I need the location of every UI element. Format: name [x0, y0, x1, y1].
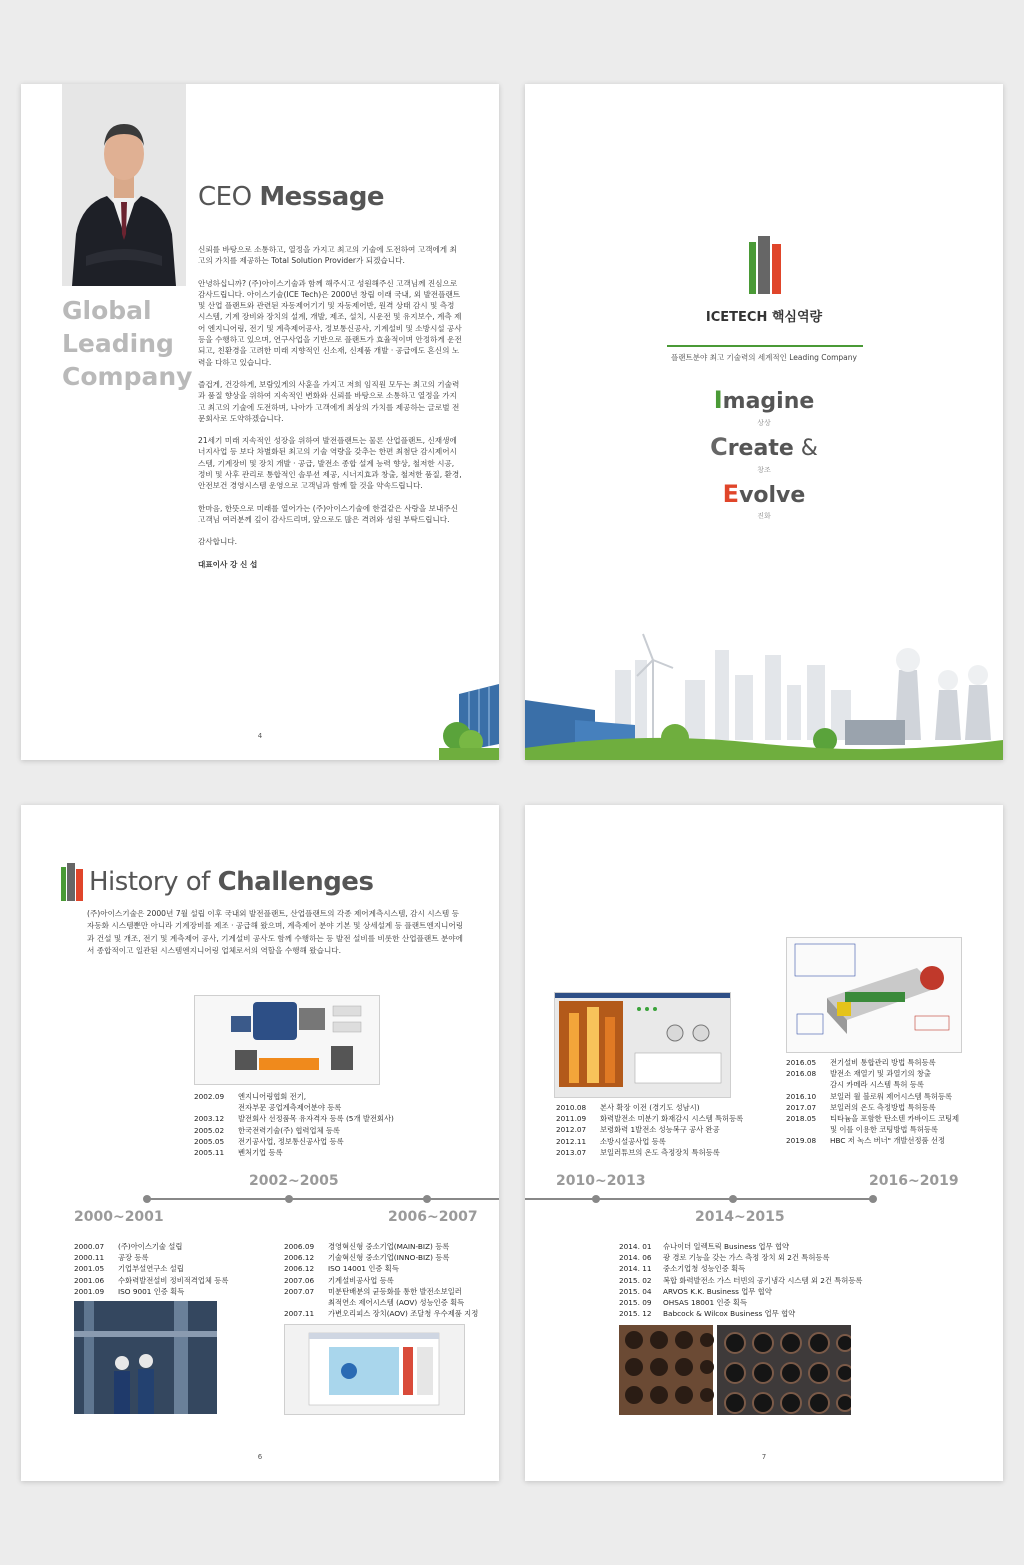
event-date: [786, 1079, 830, 1090]
event-text: 본사 확장 이전 (경기도 성남시): [600, 1103, 700, 1112]
event-text: 발전소 재열기 및 과열기의 창출: [830, 1069, 931, 1079]
event-text: 최적연소 제어시스템 (AOV) 성능인증 획득: [328, 1298, 465, 1308]
event-date: 2000.07: [74, 1242, 105, 1251]
event-date: 2016.05: [786, 1058, 817, 1067]
event-text: 보령화력 1발전소 성능복구 공사 완공: [600, 1125, 720, 1135]
ceo-message-body: [198, 244, 463, 581]
create-korean: 창조: [757, 466, 771, 474]
solar-tree-decoration: [439, 684, 499, 760]
event-text: 광 경로 기능을 갖는 가스 측정 장치 외 2건 특허등록: [663, 1253, 830, 1263]
event-text: 미분탄배분의 균등화를 통한 발전소보일러: [328, 1286, 462, 1296]
event-row: [194, 1136, 434, 1147]
event-row: [194, 1113, 434, 1124]
event-text: (주)아이스기술 설립: [118, 1242, 183, 1251]
eco-city-illustration: [525, 630, 1003, 760]
page-4-ceo-message: [21, 84, 499, 760]
history-logo-icon: [61, 863, 83, 901]
global-leading-slogan: [62, 294, 192, 393]
imagine-initial: I: [713, 386, 723, 414]
event-text: 벤처기업 등록: [238, 1148, 283, 1158]
event-text: 보일러 월 블로워 제어시스템 특허등록: [830, 1091, 953, 1101]
event-row: [619, 1263, 879, 1274]
word-imagine: [525, 386, 1003, 414]
timeline-dot: [592, 1195, 600, 1203]
event-date: 2012.07: [556, 1125, 587, 1135]
event-date: [284, 1297, 328, 1308]
ceo-title-light: CEO: [198, 182, 252, 212]
event-text: 전기설비 통합관리 방법 특허등록: [830, 1058, 936, 1067]
timeline-dot: [869, 1195, 877, 1203]
timeline-dot: [143, 1195, 151, 1203]
event-date: 2001.09: [74, 1286, 105, 1296]
event-row: [74, 1263, 274, 1274]
event-date: 2005.11: [194, 1148, 225, 1158]
events-2006-2007: [284, 1241, 489, 1319]
event-date: 2018.05: [786, 1114, 817, 1124]
event-row: [556, 1124, 756, 1135]
ceo-title-bold: Message: [259, 182, 385, 212]
event-date: 2003.12: [194, 1114, 225, 1124]
imagine-rest: magine: [722, 389, 815, 414]
event-text: 수화력발전설비 정비적격업체 등록: [118, 1275, 229, 1285]
event-row: [194, 1091, 434, 1102]
control-system-photo: [194, 995, 380, 1085]
event-text: 발전회사 선정품목 유자격자 등록 (5개 발전회사): [238, 1114, 394, 1124]
page-6-history: [21, 805, 499, 1481]
event-text: 보일러의 온도 측정방법 특허등록: [830, 1102, 936, 1112]
event-text: 중소기업청 성능인증 획득: [663, 1264, 746, 1274]
event-date: 2015. 02: [619, 1275, 652, 1285]
event-row: [194, 1125, 434, 1136]
event-date: 2005.02: [194, 1125, 225, 1135]
event-row: [284, 1263, 489, 1274]
event-row: [194, 1147, 434, 1158]
event-row: [619, 1308, 879, 1319]
event-date: 2015. 04: [619, 1286, 652, 1296]
event-date: 2019.08: [786, 1136, 817, 1146]
period-2000-2001: 2000~2001: [74, 1209, 164, 1225]
page-5-core-competency: [525, 84, 1003, 760]
event-text: 공장 등록: [118, 1253, 149, 1263]
event-text: 감시 카메라 시스템 특허 등록: [830, 1080, 924, 1090]
event-row: [194, 1102, 434, 1113]
event-text: 티타늄을 포함한 탄소텐 카바이드 코팅제: [830, 1114, 960, 1124]
event-row: [786, 1079, 986, 1090]
workers-photo: [74, 1301, 217, 1414]
period-2010-2013: 2010~2013: [556, 1173, 646, 1189]
page-7-history-continued: [525, 805, 1003, 1481]
word-create: [525, 433, 1003, 461]
ceo-photo: [62, 84, 186, 286]
event-row: [284, 1297, 489, 1308]
event-row: [556, 1136, 756, 1147]
period-2006-2007: 2006~2007: [388, 1209, 478, 1225]
event-row: [74, 1275, 274, 1286]
event-text: 전자부문 공업계측제어분야 등록: [238, 1103, 342, 1113]
event-text: 경영혁신형 중소기업(MAIN-BIZ) 등록: [328, 1242, 450, 1251]
event-text: 엔지니어링협회 전기,: [238, 1092, 307, 1101]
event-date: 2006.09: [284, 1242, 315, 1251]
timeline-dot: [285, 1195, 293, 1203]
slogan-line-3: Company: [62, 362, 193, 391]
event-row: [556, 1102, 756, 1113]
event-text: 기업부설연구소 설립: [118, 1264, 184, 1274]
event-date: 2000.11: [74, 1253, 105, 1263]
events-2002-2005: [194, 1091, 434, 1158]
event-text: ARVOS K.K. Business 업무 협약: [663, 1286, 772, 1296]
event-text: 한국전력기술(주) 협력업체 등록: [238, 1125, 340, 1135]
event-row: [619, 1252, 879, 1263]
event-date: 2015. 09: [619, 1298, 652, 1308]
event-row: [284, 1275, 489, 1286]
event-date: 2006.12: [284, 1253, 315, 1263]
history-title-light: History of: [89, 867, 210, 897]
evolve-initial: E: [722, 480, 740, 508]
event-row: [619, 1275, 879, 1286]
event-date: 2007.07: [284, 1286, 315, 1296]
event-date: 2001.05: [74, 1264, 105, 1274]
core-competency-subtitle: 플랜트분야 최고 기술력의 세계적인 Leading Company: [671, 353, 857, 362]
event-date: 2001.06: [74, 1275, 105, 1285]
create-rest: reate: [727, 436, 794, 461]
event-row: [619, 1286, 879, 1297]
event-text: 기술혁신형 중소기업(INNO-BIZ) 등록: [328, 1253, 450, 1263]
event-date: 2016.08: [786, 1069, 817, 1079]
event-row: [619, 1297, 879, 1308]
ceo-paragraph: 21세기 미래 지속적인 성장을 위하여 발전플랜트는 물론 산업플랜트, 신재생에너지사업 등 보다 차별화된 최고의 기술 역량을 갖추는 한편 최첨단 감시제어시스템, 기계장비 및 장치 개발 · 공급, 발전소 종합 설계 능력 향상, 철저한 시공, 정비 및 사후 관리로 통합적인 솔루션 제공, 시너지효과 창출, 철저한 품질, 환경, 안전보건 경영시스템 운영으로 고객님과 함께 할 것을 약속드립니다.: [198, 436, 462, 491]
event-date: [194, 1102, 238, 1113]
page-number: 6: [257, 1453, 263, 1461]
slogan-line-1: Global: [62, 296, 152, 325]
event-date: 2014. 01: [619, 1242, 652, 1251]
event-row: [786, 1102, 986, 1113]
ceo-paragraph: 안녕하십니까? (주)아이스기술과 함께 해주시고 성원해주신 고객님께 진심으로 감사드립니다. 아이스기술(ICE Tech)은 2000년 창립 이래 국내, 외 발전플랜트 및 산업 플랜트와 관련된 자동제어기기 및 자동제어반, 원격 상태 감시 및 측정 시스템, 기계 장비와 장치의 설계, 개발, 제조, 설치, 시운전 및 유지보수, 계측 제어 엔지니어링, 전기 및 계측제어공사, 정보통신공사, 기계설비 및 소방시설 공사 등을 수행하고 있으며, 연구사업을 기반으로 플랜트가 효율적이며 안정하게 운전되고, 친환경을 고려한 미래 지향적인 신소재, 신제품 개발 · 공급에도 혼신의 노력을 다하고 있습니다.: [198, 278, 462, 367]
page-number: 7: [761, 1453, 767, 1461]
event-date: [786, 1124, 830, 1135]
event-row: [284, 1286, 489, 1297]
timeline-line: [147, 1198, 499, 1200]
create-ampersand: &: [793, 436, 818, 461]
event-text: 및 이를 이용한 코팅방법 특허등록: [830, 1125, 938, 1135]
event-date: 2007.11: [284, 1309, 315, 1319]
event-row: [786, 1124, 986, 1135]
event-date: 2016.10: [786, 1091, 817, 1101]
event-row: [74, 1286, 274, 1297]
ceo-message-title: [198, 182, 384, 212]
event-row: [284, 1308, 489, 1319]
event-text: 소방시설공사업 등록: [600, 1136, 666, 1146]
event-text: 기계설비공사업 등록: [328, 1275, 394, 1285]
event-text: OHSAS 18001 인증 획득: [663, 1298, 747, 1308]
ceo-paragraph: 즐겁게, 건강하게, 보람있게의 사훈을 가지고 저희 임직원 모두는 최고의 기술력과 품질 향상을 위하여 지속적인 변화와 신뢰를 바탕으로 소통하고 열정을 가지고 최고의 기술에 도전하며, 나아가 고객에게 최상의 가치를 제공하는 글로벌 전문회사로 도약하겠습니다.: [198, 379, 460, 423]
event-date: 2002.09: [194, 1092, 225, 1101]
history-title-bold: Challenges: [217, 867, 374, 897]
events-2010-2013: [556, 1102, 756, 1158]
event-row: [556, 1147, 756, 1158]
history-title: [89, 867, 373, 897]
event-text: Babcock & Wilcox Business 업무 협약: [663, 1309, 796, 1319]
boiler-tube-photos: [619, 1325, 851, 1415]
event-date: 2012.11: [556, 1136, 587, 1146]
imagine-korean: 상상: [757, 419, 771, 427]
event-text: 슈나이더 일렉트릭 Business 업무 협약: [663, 1242, 790, 1251]
event-text: 화력발전소 미분기 화재감시 시스템 특허등록: [600, 1114, 744, 1124]
events-2014-2015: [619, 1241, 879, 1319]
event-date: 2005.05: [194, 1136, 225, 1146]
event-row: [619, 1241, 879, 1252]
period-2002-2005: 2002~2005: [249, 1173, 339, 1189]
history-intro: (주)아이스기술은 2000년 7월 설립 이후 국내외 발전플랜트, 산업플랜트의 각종 제어계측시스템, 감시 시스템 등 자동화 시스템뿐만 아니라 기계장비를 제조 · 공급해 왔으며, 계측제어 분야 기본 및 상세설계 등 플랜트엔지니어링과 건설 및 개조, 전기 및 계측제어 공사, 기계설비 공사도 함께 수행하는 등 발전 설비를 비롯한 산업플랜트 분야에서 종합적이고 일관된 시스템엔지니어링 업체로서의 역할을 수행해 왔습니다.: [87, 909, 464, 956]
ceo-paragraph: 한마음, 한뜻으로 미래를 열어가는 (주)아이스기술에 한결같은 사랑을 보내주신 고객님 여러분께 깊이 감사드리며, 앞으로도 많은 격려와 성원 부탁드립니다.: [198, 503, 458, 524]
event-text: 복합 화력발전소 가스 터빈의 공기냉각 시스템 외 2건 특허등록: [663, 1275, 863, 1285]
events-2016-2019: [786, 1057, 986, 1147]
page-number: 4: [257, 732, 263, 740]
evolve-rest: volve: [739, 483, 806, 508]
software-screenshot: [284, 1324, 465, 1415]
event-row: [786, 1057, 986, 1068]
timeline-line: [525, 1198, 875, 1200]
event-row: [284, 1241, 489, 1252]
event-text: 가변오리피스 장치(AOV) 조달청 우수제품 지정: [328, 1309, 479, 1319]
event-date: 2013.07: [556, 1147, 587, 1157]
patent-diagram-image: [786, 937, 962, 1053]
ceo-signature: 대표이사 강 신 섭: [198, 559, 258, 569]
event-row: [786, 1091, 986, 1102]
event-row: [74, 1241, 274, 1252]
icetech-logo-icon: [749, 236, 781, 294]
evolve-korean: 진화: [757, 512, 771, 520]
event-row: [786, 1113, 986, 1124]
event-row: [556, 1113, 756, 1124]
event-text: ISO 14001 인증 획득: [328, 1264, 399, 1274]
word-evolve: [525, 480, 1003, 508]
event-text: 보일러튜브의 온도 측정장치 특허등록: [600, 1147, 720, 1157]
slogan-line-2: Leading: [62, 329, 174, 358]
event-text: 전기공사업, 정보통신공사업 등록: [238, 1136, 344, 1146]
ceo-paragraph: 신뢰를 바탕으로 소통하고, 열정을 가지고 최고의 기술에 도전하여 고객에게 최고의 가치를 제공하는 Total Solution Provider가 되겠습니다.: [198, 245, 457, 266]
event-row: [786, 1068, 986, 1079]
event-date: 2015. 12: [619, 1309, 652, 1319]
event-date: 2006.12: [284, 1264, 315, 1274]
period-2014-2015: 2014~2015: [695, 1209, 785, 1225]
event-date: 2011.09: [556, 1114, 587, 1124]
event-date: 2014. 06: [619, 1253, 652, 1263]
core-competency-title: ICETECH 핵심역량: [705, 310, 823, 325]
event-row: [786, 1135, 986, 1146]
events-2000-2001: [74, 1241, 274, 1297]
title-underline: [667, 345, 863, 347]
furnace-monitor-screenshot: [554, 992, 731, 1098]
event-date: 2014. 11: [619, 1264, 652, 1274]
ceo-paragraph: 감사합니다.: [198, 537, 238, 547]
event-row: [284, 1252, 489, 1263]
timeline-dot: [729, 1195, 737, 1203]
event-date: 2010.08: [556, 1103, 587, 1112]
period-2016-2019: 2016~2019: [869, 1173, 959, 1189]
event-text: HBC 저 녹스 버너" 개발선정품 선정: [830, 1136, 945, 1146]
event-text: ISO 9001 인증 획득: [118, 1286, 185, 1296]
create-initial: C: [710, 433, 728, 461]
event-date: 2017.07: [786, 1102, 817, 1112]
event-date: 2007.06: [284, 1275, 315, 1285]
event-row: [74, 1252, 274, 1263]
timeline-dot: [423, 1195, 431, 1203]
